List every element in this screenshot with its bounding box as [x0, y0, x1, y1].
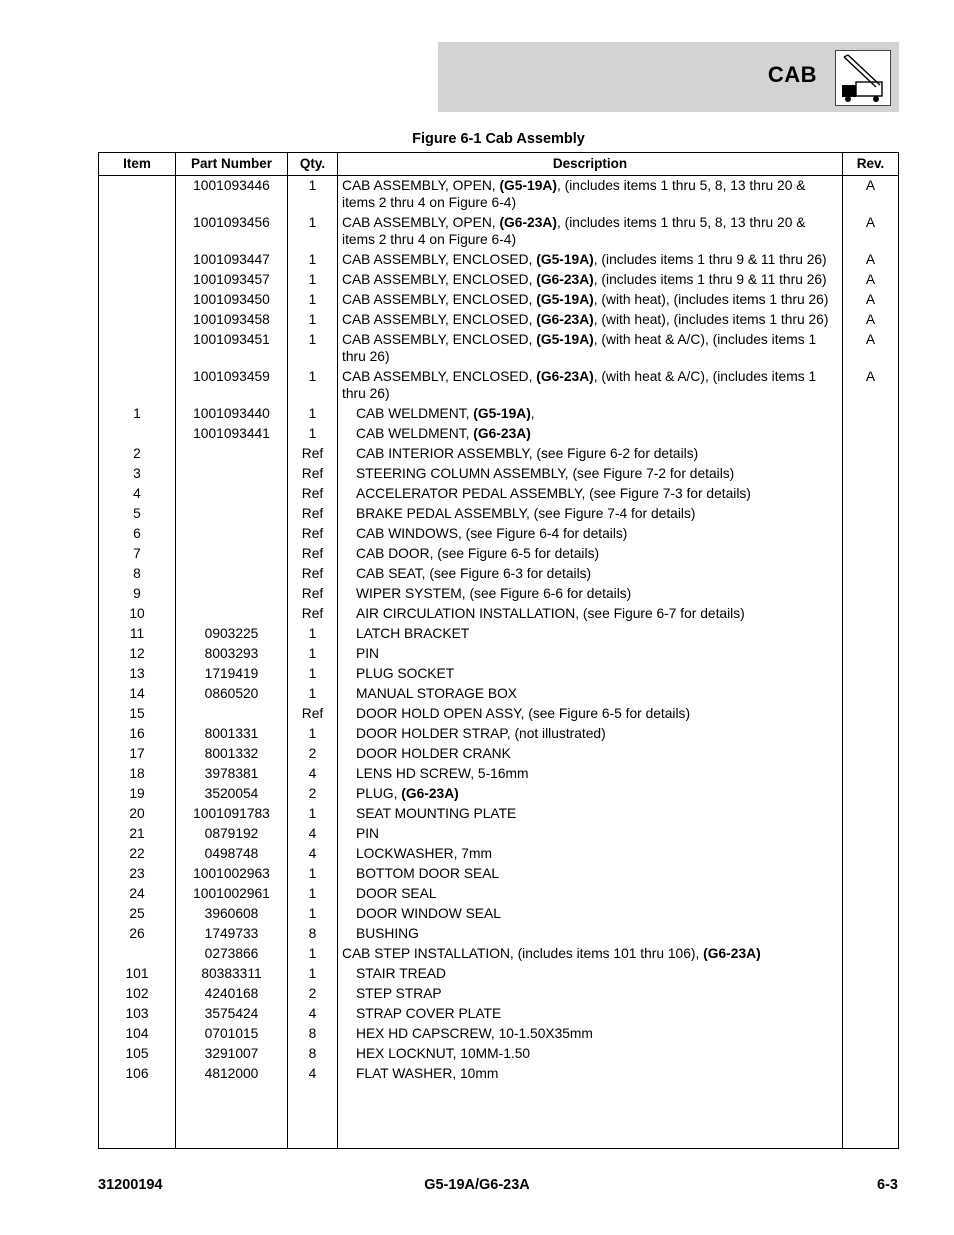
table-row	[99, 585, 898, 602]
column-header-rev: Rev.	[856, 156, 885, 171]
revision: A	[865, 292, 876, 307]
description	[356, 965, 839, 982]
description-text: DOOR HOLDER STRAP, (not illustrated)	[356, 726, 606, 741]
table-row	[99, 625, 898, 642]
description-text: STEERING COLUMN ASSEMBLY, (see Figure 7-2 for details)	[356, 466, 735, 481]
item-number: 101	[125, 966, 149, 981]
description-suffix: ,	[530, 406, 535, 421]
revision: A	[865, 252, 876, 267]
description-text: LATCH BRACKET	[356, 626, 470, 641]
description-text: LOCKWASHER, 7mm	[356, 846, 492, 861]
item-number: 104	[125, 1026, 149, 1041]
description-text: FLAT WASHER, 10mm	[356, 1066, 499, 1081]
part-number: 3520054	[204, 786, 259, 801]
description	[356, 665, 839, 682]
table-row	[99, 985, 898, 1002]
part-number: 8001331	[204, 726, 259, 741]
item-number: 7	[133, 546, 141, 561]
table-row	[99, 331, 898, 365]
quantity: 1	[308, 806, 317, 821]
description	[342, 214, 839, 248]
description	[356, 905, 839, 922]
part-number: 1001093441	[193, 426, 270, 441]
description	[356, 1005, 839, 1022]
table-row	[99, 485, 898, 502]
description	[356, 565, 839, 582]
part-number: 1001093451	[193, 332, 270, 347]
quantity: Ref	[301, 546, 324, 561]
table-row	[99, 1025, 898, 1042]
quantity: Ref	[301, 506, 324, 521]
table-row	[99, 465, 898, 482]
table-row	[99, 745, 898, 762]
description-suffix: , (with heat & A/C), (includes items 1 thru 26)	[342, 369, 817, 401]
table-row	[99, 805, 898, 822]
description	[356, 585, 839, 602]
description-text: CAB ASSEMBLY, ENCLOSED,	[342, 272, 537, 287]
model-code: (G5-19A)	[536, 292, 594, 307]
table-row	[99, 505, 898, 522]
quantity: 1	[308, 312, 317, 327]
description	[356, 445, 839, 462]
description	[356, 405, 839, 422]
description	[356, 765, 839, 782]
description-suffix: , (includes items 1 thru 5, 8, 13 thru 20 & items 2 thru 4 on Figure 6-4)	[342, 178, 806, 210]
description-text: BOTTOM DOOR SEAL	[356, 866, 500, 881]
description-text: STAIR TREAD	[356, 966, 446, 981]
part-number: 1001002963	[193, 866, 270, 881]
quantity: Ref	[301, 446, 324, 461]
model-code: (G6-23A)	[401, 786, 459, 801]
item-number: 16	[129, 726, 145, 741]
section-title: CAB	[767, 62, 817, 87]
item-number: 106	[125, 1066, 149, 1081]
description-text: CAB WELDMENT,	[356, 426, 474, 441]
part-number: 8003293	[204, 646, 259, 661]
quantity: 1	[308, 686, 317, 701]
description	[356, 465, 839, 482]
description-text: CAB DOOR, (see Figure 6-5 for details)	[356, 546, 600, 561]
part-number: 8001332	[204, 746, 259, 761]
table-row	[99, 685, 898, 702]
revision: A	[865, 369, 876, 384]
quantity: Ref	[301, 566, 324, 581]
quantity: 1	[308, 178, 317, 193]
quantity: 4	[308, 846, 317, 861]
description-text: PIN	[356, 646, 379, 661]
quantity: 4	[308, 766, 317, 781]
description	[356, 985, 839, 1002]
part-number: 3575424	[204, 1006, 259, 1021]
description	[356, 785, 839, 802]
description	[356, 705, 839, 722]
table-row	[99, 271, 898, 288]
revision: A	[865, 312, 876, 327]
quantity: 4	[308, 1006, 317, 1021]
description-text: CAB STEP INSTALLATION, (includes items 101 thru 106),	[342, 946, 704, 961]
quantity: 4	[308, 1066, 317, 1081]
item-number: 17	[129, 746, 145, 761]
quantity: 1	[308, 406, 317, 421]
column-header-qty: Qty.	[299, 156, 326, 171]
item-number: 22	[129, 846, 145, 861]
part-number: 1001002961	[193, 886, 270, 901]
table-row	[99, 925, 898, 942]
quantity: 1	[308, 626, 317, 641]
quantity: Ref	[301, 466, 324, 481]
revision: A	[865, 332, 876, 347]
item-number: 3	[133, 466, 141, 481]
model-code: (G5-19A)	[499, 178, 557, 193]
table-row	[99, 214, 898, 248]
description-text: STEP STRAP	[356, 986, 442, 1001]
part-number: 1001093446	[193, 178, 270, 193]
item-number: 105	[125, 1046, 149, 1061]
description-text: PIN	[356, 826, 379, 841]
description-text: CAB ASSEMBLY, OPEN,	[342, 178, 500, 193]
quantity: 1	[308, 906, 317, 921]
description-text: CAB ASSEMBLY, ENCLOSED,	[342, 332, 537, 347]
description-suffix: , (with heat), (includes items 1 thru 26)	[593, 292, 829, 307]
item-number: 15	[129, 706, 145, 721]
table-row	[99, 445, 898, 462]
table-row	[99, 725, 898, 742]
item-number: 24	[129, 886, 145, 901]
part-number: 1001093440	[193, 406, 270, 421]
page-number: 6-3	[877, 1177, 898, 1193]
table-row	[99, 945, 898, 962]
description-text: WIPER SYSTEM, (see Figure 6-6 for details)	[356, 586, 632, 601]
item-number: 103	[125, 1006, 149, 1021]
table-row	[99, 645, 898, 662]
part-number: 1001093447	[193, 252, 270, 267]
table-row	[99, 885, 898, 902]
item-number: 5	[133, 506, 141, 521]
description-text: HEX LOCKNUT, 10MM-1.50	[356, 1046, 531, 1061]
quantity: 1	[308, 726, 317, 741]
description-text: CAB ASSEMBLY, OPEN,	[342, 215, 500, 230]
quantity: 1	[308, 292, 317, 307]
item-number: 8	[133, 566, 141, 581]
description	[356, 545, 839, 562]
table-row	[99, 545, 898, 562]
table-row	[99, 177, 898, 211]
description	[356, 485, 839, 502]
table-row	[99, 1045, 898, 1062]
table-row	[99, 905, 898, 922]
description	[356, 525, 839, 542]
description-suffix: , (with heat), (includes items 1 thru 26)	[593, 312, 829, 327]
quantity: 1	[308, 332, 317, 347]
quantity: 1	[308, 252, 317, 267]
description-text: MANUAL STORAGE BOX	[356, 686, 518, 701]
description-text: SEAT MOUNTING PLATE	[356, 806, 517, 821]
description	[356, 885, 839, 902]
item-number: 4	[133, 486, 141, 501]
description	[342, 331, 839, 365]
table-row	[99, 525, 898, 542]
description-text: PLUG SOCKET	[356, 666, 455, 681]
table-row	[99, 665, 898, 682]
description	[356, 425, 839, 442]
description	[356, 1065, 839, 1082]
description	[342, 177, 839, 211]
part-number: 0860520	[204, 686, 259, 701]
quantity: 8	[308, 1046, 317, 1061]
doc-number: 31200194	[98, 1177, 163, 1193]
model-code: (G6-23A)	[536, 312, 594, 327]
model-code: (G5-19A)	[473, 406, 531, 421]
part-number: 1001093457	[193, 272, 270, 287]
table-body	[99, 177, 898, 1085]
table-row	[99, 368, 898, 402]
table-row	[99, 765, 898, 782]
item-number: 2	[133, 446, 141, 461]
part-number: 1719419	[204, 666, 259, 681]
model-code: (G6-23A)	[536, 272, 594, 287]
description	[356, 845, 839, 862]
description	[356, 605, 839, 622]
table-row	[99, 291, 898, 308]
description-text: LENS HD SCREW, 5-16mm	[356, 766, 529, 781]
description	[356, 865, 839, 882]
part-number: 80383311	[201, 966, 262, 981]
part-number: 1749733	[204, 926, 259, 941]
table-row	[99, 825, 898, 842]
table-row	[99, 785, 898, 802]
description	[342, 945, 839, 962]
boom-lift-icon	[835, 50, 891, 106]
description	[356, 825, 839, 842]
part-number: 0903225	[204, 626, 259, 641]
table-row	[99, 425, 898, 442]
part-number: 1001093456	[193, 215, 270, 230]
column-header-part-number: Part Number	[190, 156, 273, 171]
revision: A	[865, 272, 876, 287]
description-suffix: , (includes items 1 thru 5, 8, 13 thru 20 & items 2 thru 4 on Figure 6-4)	[342, 215, 806, 247]
table-row	[99, 705, 898, 722]
description-text: CAB INTERIOR ASSEMBLY, (see Figure 6-2 for details)	[356, 446, 699, 461]
item-number: 102	[125, 986, 149, 1001]
description-text: DOOR SEAL	[356, 886, 437, 901]
figure-title: Figure 6-1 Cab Assembly	[412, 131, 585, 147]
quantity: Ref	[301, 526, 324, 541]
item-number: 25	[129, 906, 145, 921]
item-number: 13	[129, 666, 145, 681]
table-row	[99, 251, 898, 268]
quantity: 1	[308, 215, 317, 230]
description	[342, 368, 839, 402]
description-text: PLUG,	[356, 786, 402, 801]
table-row	[99, 1065, 898, 1082]
quantity: 1	[308, 646, 317, 661]
model-code: (G6-23A)	[473, 426, 531, 441]
revision: A	[865, 215, 876, 230]
item-number: 1	[133, 406, 141, 421]
description-suffix: , (with heat & A/C), (includes items 1 thru 26)	[342, 332, 817, 364]
description-text: BRAKE PEDAL ASSEMBLY, (see Figure 7-4 for details)	[356, 506, 696, 521]
quantity: 1	[308, 369, 317, 384]
quantity: 2	[308, 986, 317, 1001]
parts-table	[98, 152, 899, 1149]
description	[356, 505, 839, 522]
description-suffix: , (includes items 1 thru 9 & 11 thru 26)	[593, 252, 827, 267]
table-row	[99, 565, 898, 582]
model-code: (G6-23A)	[536, 369, 594, 384]
part-number: 1001093458	[193, 312, 270, 327]
quantity: 1	[308, 946, 317, 961]
description	[356, 725, 839, 742]
model-code: (G6-23A)	[499, 215, 557, 230]
part-number: 4812000	[204, 1066, 259, 1081]
item-number: 19	[129, 786, 145, 801]
description-suffix: , (includes items 1 thru 9 & 11 thru 26)	[593, 272, 827, 287]
part-number: 0498748	[204, 846, 259, 861]
description-text: DOOR HOLDER CRANK	[356, 746, 511, 761]
item-number: 12	[129, 646, 145, 661]
description-text: CAB ASSEMBLY, ENCLOSED,	[342, 369, 537, 384]
quantity: 2	[308, 746, 317, 761]
description	[356, 685, 839, 702]
quantity: 1	[308, 966, 317, 981]
table-row	[99, 845, 898, 862]
quantity: 4	[308, 826, 317, 841]
table-row	[99, 1005, 898, 1022]
table-row	[99, 965, 898, 982]
item-number: 23	[129, 866, 145, 881]
quantity: Ref	[301, 706, 324, 721]
quantity: Ref	[301, 586, 324, 601]
description-text: CAB WINDOWS, (see Figure 6-4 for details)	[356, 526, 628, 541]
description	[342, 311, 839, 328]
part-number: 1001093450	[193, 292, 270, 307]
item-number: 11	[129, 626, 145, 641]
item-number: 26	[129, 926, 145, 941]
description-text: CAB ASSEMBLY, ENCLOSED,	[342, 252, 537, 267]
description-text: STRAP COVER PLATE	[356, 1006, 502, 1021]
description	[356, 1025, 839, 1042]
part-number: 1001091783	[193, 806, 270, 821]
description-text: DOOR WINDOW SEAL	[356, 906, 501, 921]
part-number: 3291007	[204, 1046, 259, 1061]
section-header-tab	[438, 42, 899, 112]
table-row	[99, 405, 898, 422]
part-number: 0879192	[204, 826, 259, 841]
description	[356, 925, 839, 942]
quantity: 8	[308, 926, 317, 941]
quantity: 1	[308, 272, 317, 287]
description-text: HEX HD CAPSCREW, 10-1.50X35mm	[356, 1026, 593, 1041]
description	[342, 271, 839, 288]
description-text: DOOR HOLD OPEN ASSY, (see Figure 6-5 for details)	[356, 706, 691, 721]
description	[356, 645, 839, 662]
part-number: 3978381	[204, 766, 259, 781]
description-text: CAB ASSEMBLY, ENCLOSED,	[342, 312, 537, 327]
item-number: 21	[129, 826, 145, 841]
quantity: 1	[308, 866, 317, 881]
description-text: CAB ASSEMBLY, ENCLOSED,	[342, 292, 537, 307]
description	[342, 291, 839, 308]
header-divider	[99, 175, 898, 176]
part-number: 3960608	[204, 906, 259, 921]
revision: A	[865, 178, 876, 193]
quantity: Ref	[301, 486, 324, 501]
description-text: AIR CIRCULATION INSTALLATION, (see Figure 6-7 for details)	[356, 606, 745, 621]
part-number: 4240168	[204, 986, 259, 1001]
quantity: Ref	[301, 606, 324, 621]
part-number: 0701015	[204, 1026, 259, 1041]
item-number: 18	[129, 766, 145, 781]
quantity: 1	[308, 666, 317, 681]
model-name: G5-19A/G6-23A	[424, 1177, 530, 1193]
quantity: 2	[308, 786, 317, 801]
item-number: 20	[129, 806, 145, 821]
part-number: 0273866	[204, 946, 259, 961]
model-code: (G5-19A)	[536, 332, 594, 347]
table-row	[99, 865, 898, 882]
quantity: 1	[308, 426, 317, 441]
item-number: 6	[133, 526, 141, 541]
description	[356, 1045, 839, 1062]
description	[356, 625, 839, 642]
column-header-description: Description	[552, 156, 628, 171]
description	[356, 745, 839, 762]
item-number: 10	[129, 606, 145, 621]
description-text: CAB WELDMENT,	[356, 406, 474, 421]
item-number: 9	[133, 586, 141, 601]
model-code: (G5-19A)	[536, 252, 594, 267]
description	[356, 805, 839, 822]
description-text: BUSHING	[356, 926, 419, 941]
quantity: 8	[308, 1026, 317, 1041]
item-number: 14	[129, 686, 145, 701]
description-text: CAB SEAT, (see Figure 6-3 for details)	[356, 566, 592, 581]
table-row	[99, 605, 898, 622]
table-row	[99, 311, 898, 328]
quantity: 1	[308, 886, 317, 901]
model-code: (G6-23A)	[703, 946, 761, 961]
part-number: 1001093459	[193, 369, 270, 384]
column-header-item: Item	[123, 156, 151, 171]
description	[342, 251, 839, 268]
description-text: ACCELERATOR PEDAL ASSEMBLY, (see Figure 7-3 for details)	[356, 486, 751, 501]
